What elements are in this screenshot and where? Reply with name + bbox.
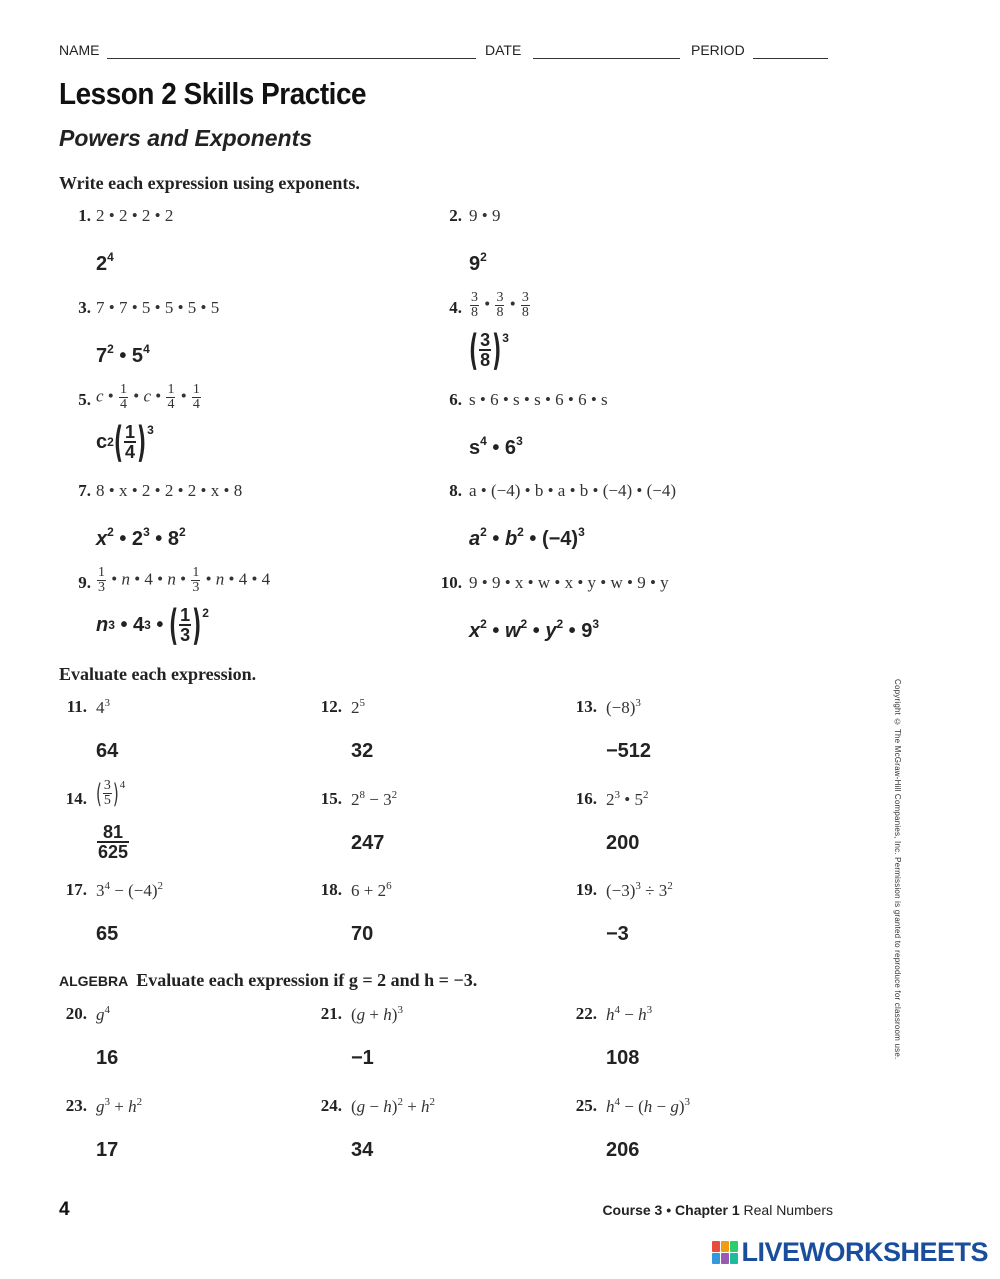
problem-number: 5.	[78, 390, 91, 409]
problem-number: 2.	[449, 206, 462, 225]
problem-expression: $(g - h)^2 + h^2$	[351, 1096, 436, 1116]
problem-number: 4.	[449, 298, 462, 317]
answer: 17	[96, 1139, 119, 1161]
answer-numerator: 81	[103, 822, 124, 842]
answer: 34	[351, 1139, 374, 1161]
problem-number: 23.	[65, 1096, 87, 1115]
answer: $x^2$ • $w^2$ • $y^2$ • $9^3$	[469, 617, 600, 642]
date-line[interactable]	[533, 58, 680, 59]
problem-expression: 9 • 9 • x • w • x • y • w • 9 • y	[469, 573, 669, 592]
problem-expression: $(-3)^3 \div 3^2$	[606, 880, 673, 900]
problem-expression: $2^3$ • $5^2$	[606, 789, 649, 809]
answer: 16	[96, 1047, 119, 1069]
answer: −1	[351, 1047, 374, 1069]
answer: 247	[351, 832, 385, 854]
answer	[96, 250, 114, 276]
problem-number: 22.	[575, 1004, 597, 1023]
problem-expression: $\frac{3}{8}$ • $\frac{3}{8}$ • $\frac{3}{8}$	[471, 290, 529, 320]
footer-separator: •	[666, 1202, 672, 1218]
answer: ( $\frac{3}{8}$ ) 3	[469, 324, 509, 376]
answer: $x^2$ • $2^3$ • $8^2$	[96, 525, 186, 550]
answer: $s^4$ • $6^3$	[469, 434, 523, 459]
problem-number: 25.	[575, 1096, 597, 1115]
problem-number: 11.	[66, 697, 87, 716]
answer-exponent: 2	[480, 250, 487, 264]
answer: 206	[606, 1139, 640, 1161]
answer: $a^2$ • $b^2$ • $(-4)^3$	[469, 525, 585, 550]
section2-instruction: Evaluate each expression.	[59, 664, 257, 684]
date-label: DATE	[485, 42, 522, 58]
problem-expression: s • 6 • s • s • 6 • 6 • s	[469, 390, 608, 409]
logo-block	[730, 1241, 738, 1252]
problem-number: 21.	[320, 1004, 342, 1023]
page-title: Lesson 2 Skills Practice	[59, 76, 367, 111]
problem-expression: $4^3$	[96, 697, 110, 717]
problem-expression: $h^4 - (h - g)^3$	[606, 1096, 691, 1116]
chapter-title: Real Numbers	[743, 1202, 833, 1218]
answer: −512	[606, 740, 652, 762]
section3-instruction	[59, 970, 477, 991]
problem-number: 7.	[78, 481, 91, 500]
problem-expression: $g^4$	[96, 1004, 110, 1024]
answer	[96, 823, 130, 861]
algebra-instruction-text: Evaluate each expression if g = 2 and h = −3.	[136, 970, 478, 990]
algebra-label: ALGEBRA	[59, 973, 129, 989]
answer-base: 9	[469, 253, 481, 275]
name-label: NAME	[59, 42, 100, 58]
problem-number: 1.	[78, 206, 91, 225]
problem-expression: a • (−4) • b • a • b • (−4) • (−4)	[469, 481, 677, 500]
answer-denominator: 625	[98, 842, 129, 862]
answer: 32	[351, 740, 374, 762]
problem-number: 12.	[320, 697, 342, 716]
problem-expression: $6 + 2^6$	[351, 880, 392, 900]
logo-block	[712, 1241, 720, 1252]
answer-base: 2	[96, 253, 108, 275]
logo-block	[730, 1253, 738, 1264]
name-line[interactable]	[107, 58, 476, 59]
problem-expression: 7 • 7 • 5 • 5 • 5 • 5	[96, 298, 220, 317]
problem-expression: c • $\frac{1}{4}$ • c • $\frac{1}{4}$ • $\frac{1}{4}$	[96, 382, 200, 412]
course-label: Course 3	[602, 1202, 663, 1218]
problem-number: 16.	[575, 789, 597, 808]
answer: c 2 ( $\frac{1}{4}$ ) 3	[96, 416, 154, 468]
problem-expression: $(g + h)^3$	[351, 1004, 403, 1024]
problem-expression: $3^4 - (-4)^2$	[96, 880, 163, 900]
answer: 65	[96, 923, 119, 945]
chapter-label: Chapter 1	[675, 1202, 740, 1218]
period-label: PERIOD	[691, 42, 745, 58]
problem-number: 8.	[449, 481, 462, 500]
problem-number: 14.	[65, 789, 87, 808]
liveworksheets-wordmark: LIVEWORKSHEETS	[741, 1237, 988, 1267]
problem-expression: $2^5$	[351, 697, 365, 717]
problem-number: 18.	[320, 880, 342, 899]
logo-block	[712, 1253, 720, 1264]
problem-number: 24.	[320, 1096, 342, 1115]
page-subtitle: Powers and Exponents	[59, 125, 313, 151]
problem-expression: $2^8 - 3^2$	[351, 789, 398, 809]
answer	[469, 250, 487, 276]
copyright-notice: Copyright © The McGraw-Hill Companies, Inc. Permission is granted to reproduce for classroom use.	[893, 679, 902, 1060]
answer: 64	[96, 740, 119, 762]
answer: 200	[606, 832, 640, 854]
problem-expression: 9 • 9	[469, 206, 501, 225]
answer: 70	[351, 923, 374, 945]
liveworksheets-logo-icon	[712, 1241, 738, 1264]
problem-expression: $(-8)^3$	[606, 697, 641, 717]
answer: n 3 • 4 3 • ( $\frac{1}{3}$ ) 2	[96, 599, 209, 651]
problem-number: 19.	[575, 880, 597, 899]
logo-block	[721, 1241, 729, 1252]
page-number: 4	[59, 1199, 70, 1220]
problem-number: 3.	[78, 298, 91, 317]
problem-number: 13.	[575, 697, 597, 716]
answer-exponent: 4	[107, 250, 114, 264]
problem-expression: $\frac{1}{3}$ • n • 4 • n • $\frac{1}{3}$ • n • 4 • 4	[98, 565, 271, 595]
problem-expression: ( $\frac{3}{5}$ ) 4	[96, 777, 126, 810]
period-line[interactable]	[753, 58, 828, 59]
answer: −3	[606, 923, 629, 945]
problem-expression: 8 • x • 2 • 2 • 2 • x • 8	[96, 481, 243, 500]
footer-course	[602, 1202, 833, 1218]
problem-number: 17.	[65, 880, 87, 899]
problem-number: 10.	[440, 573, 462, 592]
problem-number: 6.	[449, 390, 462, 409]
liveworksheets-brand[interactable]	[712, 1237, 988, 1268]
answer: 108	[606, 1047, 640, 1069]
answer: $7^2$ • $5^4$	[96, 342, 150, 367]
problem-expression: 2 • 2 • 2 • 2	[96, 206, 174, 225]
problem-number: 20.	[65, 1004, 87, 1023]
logo-block	[721, 1253, 729, 1264]
problem-number: 9.	[78, 573, 91, 592]
section1-instruction: Write each expression using exponents.	[59, 173, 360, 193]
problem-expression: $g^3 + h^2$	[96, 1096, 143, 1116]
problem-number: 15.	[320, 789, 342, 808]
problem-expression: $h^4 - h^3$	[606, 1004, 653, 1024]
